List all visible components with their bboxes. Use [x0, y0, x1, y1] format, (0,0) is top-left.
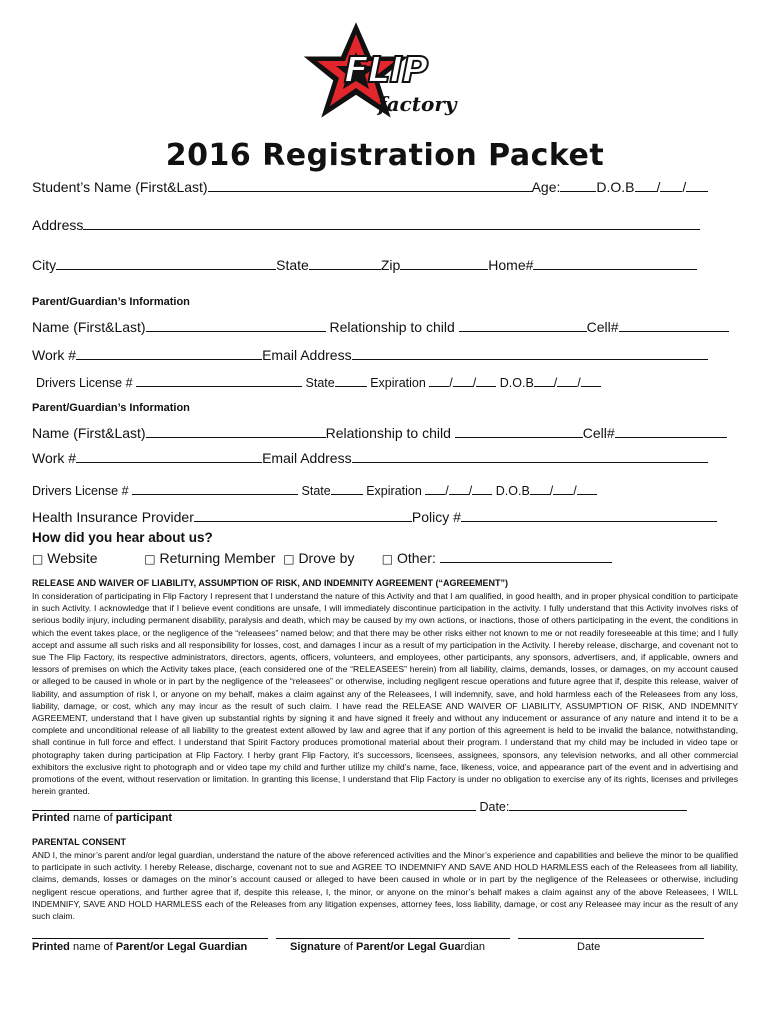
- printed-label-2: Printed: [32, 941, 70, 953]
- guardian2-name-label: Name (First&Last): [32, 425, 146, 441]
- guardian1-dob-day[interactable]: [557, 373, 577, 387]
- state-field[interactable]: [309, 256, 381, 270]
- address-field[interactable]: [83, 216, 700, 230]
- guardian1-exp-day[interactable]: [453, 373, 473, 387]
- guardian2-email-field[interactable]: [352, 449, 708, 463]
- guardian1-email-field[interactable]: [352, 346, 708, 360]
- city-row: [32, 256, 697, 273]
- guardian2-license-row: Drivers License # State Expiration / / D.O.B / /: [32, 481, 597, 498]
- consent-body: [32, 849, 738, 922]
- home-label: Home#: [488, 257, 534, 273]
- name-of-label-1: name of: [69, 812, 116, 824]
- student-name-field[interactable]: [208, 178, 532, 192]
- guardian-signature-lines: [32, 928, 704, 940]
- city-label: City: [32, 257, 57, 273]
- guardian2-exp-year[interactable]: [472, 481, 492, 495]
- guardian2-exp-day[interactable]: [449, 481, 469, 495]
- student-name-row: Student’s Name (First&Last) Age: D.O.B / /: [32, 178, 708, 195]
- release-body: [32, 590, 738, 797]
- participant-label: participant: [115, 812, 172, 824]
- dob-year-field[interactable]: [686, 178, 708, 192]
- checkbox-other[interactable]: □: [381, 552, 394, 566]
- policy-field[interactable]: [461, 508, 717, 522]
- signature1-date-label: Date:: [479, 800, 510, 814]
- guardian1-exp-year[interactable]: [476, 373, 496, 387]
- guardian1-dob-month[interactable]: [534, 373, 554, 387]
- guardian2-expiration-label: Expiration: [366, 484, 422, 498]
- printed-label-1: Printed: [32, 812, 70, 824]
- hear-options: [32, 549, 612, 566]
- guardian2-work-label: Work #: [32, 450, 77, 466]
- guardian2-exp-month[interactable]: [425, 481, 445, 495]
- dob-month-field[interactable]: [635, 178, 657, 192]
- insurance-row: [32, 508, 717, 525]
- zip-label: Zip: [380, 257, 401, 273]
- guardian-date-field[interactable]: [518, 938, 704, 939]
- guardian2-dob-month[interactable]: [530, 481, 550, 495]
- option-returning-label: Returning Member: [159, 550, 276, 566]
- guardian2-license-field[interactable]: [132, 481, 298, 495]
- guardian2-dob-label: D.O.B: [495, 484, 530, 498]
- guardian1-state-field[interactable]: [335, 373, 367, 387]
- guardian2-dob-day[interactable]: [553, 481, 573, 495]
- guardian1-license-field[interactable]: [136, 373, 302, 387]
- flip-factory-logo: [300, 22, 470, 132]
- checkbox-website[interactable]: □: [32, 552, 44, 566]
- guardian2-license-label: Drivers License #: [32, 484, 129, 498]
- guardian-label-2-tail: rdian: [460, 941, 486, 953]
- guardian1-name-field[interactable]: [146, 318, 326, 332]
- dob-day-field[interactable]: [660, 178, 682, 192]
- guardian2-state-label: State: [301, 484, 331, 498]
- release-text: In consideration of participating in Flip Factory I represent that I understand the nature of this Activity and that I am qualified, in good health, and in proper physical condition to participate in such Activity. I acknowledge that if I believe event conditions are unsafe, I will immediately discontinue participation in the activity. I fully understand that this Activity involves risks of serious bodily injury, including permanent disability, paralysis and death, which may be caused by my own actions, or inactions, those of others participating in the event, the conditions in which the event takes place, or the negligence of the “releasees” named below; and that there may be other risks either not known to me or not readily foreseeable at this time; and I fully accept and assume all such risks and all responsibility for losses, cost, and damages I incur as a result of my participation in the Activity. I hereby release, discharge, and covenant not to sue The Flip Factory, its respective administrators, directors, agents, officers, volunteers, and employees, other participants, any sponsors, advertisers, and, if applicable, owners and lessors of premises on which the Activity takes place, (each considered one of the “RELEASEES” herein) from all liability, claims, demands, losses, or damages, on my account caused or alleged to be caused in whole or in part by the negligence of the “releasees” or otherwise, including negligent rescue operations and future agree that if, despite this release, waiver of liability, and assumption of risk I, or anyone on my behalf, makes a claim against any of the Releasees, I will indemnify, save, and hold harmless each of the Releasees from any loss, liability, damage, or cost, which any may incur as the result of such claim. I have read the RELEASE AND WAIVER OF LIABILITY, ASSUMPTION OF RISK, AND INDEMNITY AGREEMENT, understand that I have given up substantial rights by signing it and have signed it freely and without any inducement or assurance of any nature and intend it to be a complete and unconditional release of all liability to the greatest extent allowed by law and agree that if any portion of this agreement is held to be invalid the balance, notwithstanding, shall continue in full force and effect. I understand that Spirit Factory produces promotional material about their program. I understand that my child may be included in video tape or photography taken during participation at Flip Factory. I herby grant Flip Factory, it’s successors, licensees, assignees, sponsors, any television networks, and all other commercial exhibitors the exclusive right to photograph and or video tape my child and further utilize my child’s name, face, likeness, voice, and appearance part of the event and in advertising and promotions of the event, without reservation or limitation. In granting this license, I understand that Flip Factory is under no obligation to exercise any of its rights, licenses and privileges herein granted.: [32, 591, 738, 797]
- home-field[interactable]: [533, 256, 697, 270]
- state-label: State: [276, 257, 309, 273]
- signature-label: Signature: [290, 941, 341, 953]
- student-name-label: Student’s Name (First&Last): [32, 179, 208, 195]
- guardian1-cell-field[interactable]: [619, 318, 729, 332]
- guardian2-cell-label: Cell#: [582, 425, 615, 441]
- guardian1-relationship-field[interactable]: [459, 318, 587, 332]
- guardian1-relationship-label: Relationship to child: [329, 319, 455, 335]
- page-title: 2016 Registration Packet: [165, 138, 605, 173]
- consent-heading: PARENTAL CONSENT: [32, 837, 127, 847]
- guardian1-license-label: Drivers License #: [36, 376, 133, 390]
- age-field[interactable]: [560, 178, 596, 192]
- guardian1-expiration-label: Expiration: [370, 376, 426, 390]
- guardian2-state-field[interactable]: [331, 481, 363, 495]
- address-label: Address: [32, 217, 84, 233]
- other-field[interactable]: [440, 549, 612, 563]
- guardian2-relationship-label: Relationship to child: [325, 425, 451, 441]
- logo-factory-text: factory: [378, 92, 457, 116]
- option-website-label: Website: [47, 550, 98, 566]
- guardian1-exp-month[interactable]: [429, 373, 449, 387]
- guardian1-dob-year[interactable]: [581, 373, 601, 387]
- zip-field[interactable]: [400, 256, 488, 270]
- participant-name-field[interactable]: [32, 797, 476, 811]
- address-row: [32, 216, 700, 233]
- age-label: Age:: [531, 179, 561, 195]
- participant-caption: [32, 812, 172, 824]
- guardian2-dob-year[interactable]: [577, 481, 597, 495]
- checkbox-returning-member[interactable]: □: [144, 552, 156, 566]
- insurance-provider-label: Health Insurance Provider: [32, 509, 194, 525]
- guardian1-name-label: Name (First&Last): [32, 319, 146, 335]
- guardian-printed-name-field[interactable]: [32, 938, 268, 939]
- guardian-caption-signature: [290, 941, 485, 953]
- guardian1-license-row: Drivers License # State Expiration / / D.O.B / /: [36, 373, 601, 390]
- guardian-signature-field[interactable]: [276, 938, 510, 939]
- checkbox-drove-by[interactable]: □: [283, 552, 295, 566]
- release-heading: RELEASE AND WAIVER OF LIABILITY, ASSUMPTION OF RISK, AND INDEMNITY AGREEMENT (“AGREEMENT”): [32, 578, 509, 588]
- guardian1-dob-label: D.O.B: [499, 376, 534, 390]
- guardian2-name-row: [32, 424, 727, 441]
- dob-label: D.O.B: [596, 179, 635, 195]
- guardian-label: Parent/or Legal Guardian: [115, 941, 248, 953]
- guardian2-cell-field[interactable]: [615, 424, 727, 438]
- guardian-date-label: Date: [577, 941, 601, 953]
- guardian1-heading: Parent/Guardian’s Information: [32, 296, 190, 308]
- guardian-caption-printed: [32, 941, 247, 953]
- guardian1-work-label: Work #: [32, 347, 77, 363]
- consent-text: AND I, the minor’s parent and/or legal guardian, understand the nature of the above referenced activities and the Minor’s experience and capabilities and believe the minor to be qualified to participate in such activity. I hereby Release, discharge, covenant not to sue and AGREE TO INDEMNIFY AND SAVE AND HOLD HARMLESS each of the Releasees from all liability, claims, demands, losses or damages on the minor’s account caused or alleged to have been caused in whole or in part by the negligence of the Releasees or otherwise, including negligent rescue operations, and further agree that if, despite this release, I, the minor, or anyone on the minor’s behalf makes a claim against any of the above Releasees, I WILL INDEMNIFY, SAVE AND HOLD HARMLESS each of the Releases from any litigation expenses, attorney fees, loss liability, damage, or cost any Releasee may incur as the result of any such claim.: [32, 850, 738, 922]
- guardian-label-2: Parent/or Legal Gua: [356, 941, 461, 953]
- guardian2-heading: Parent/Guardian’s Information: [32, 402, 190, 414]
- policy-label: Policy #: [411, 509, 461, 525]
- guardian2-work-field[interactable]: [76, 449, 262, 463]
- hear-question: How did you hear about us?: [32, 530, 213, 545]
- guardian2-name-field[interactable]: [146, 424, 326, 438]
- guardian1-work-field[interactable]: [76, 346, 262, 360]
- signature1-date-field[interactable]: [509, 797, 687, 811]
- logo-flip-text: FLIP: [344, 50, 428, 91]
- option-droveby-label: Drove by: [298, 550, 355, 566]
- option-other-label: Other:: [396, 550, 436, 566]
- guardian2-email-label: Email Address: [262, 450, 352, 466]
- guardian2-relationship-field[interactable]: [455, 424, 583, 438]
- guardian1-state-label: State: [305, 376, 335, 390]
- guardian2-work-row: [32, 449, 708, 466]
- guardian1-email-label: Email Address: [262, 347, 352, 363]
- guardian1-name-row: [32, 318, 729, 335]
- insurance-provider-field[interactable]: [194, 508, 412, 522]
- of-label: of: [340, 941, 357, 953]
- name-of-label-2: name of: [69, 941, 116, 953]
- guardian1-work-row: [32, 346, 708, 363]
- city-field[interactable]: [56, 256, 276, 270]
- guardian1-cell-label: Cell#: [586, 319, 619, 335]
